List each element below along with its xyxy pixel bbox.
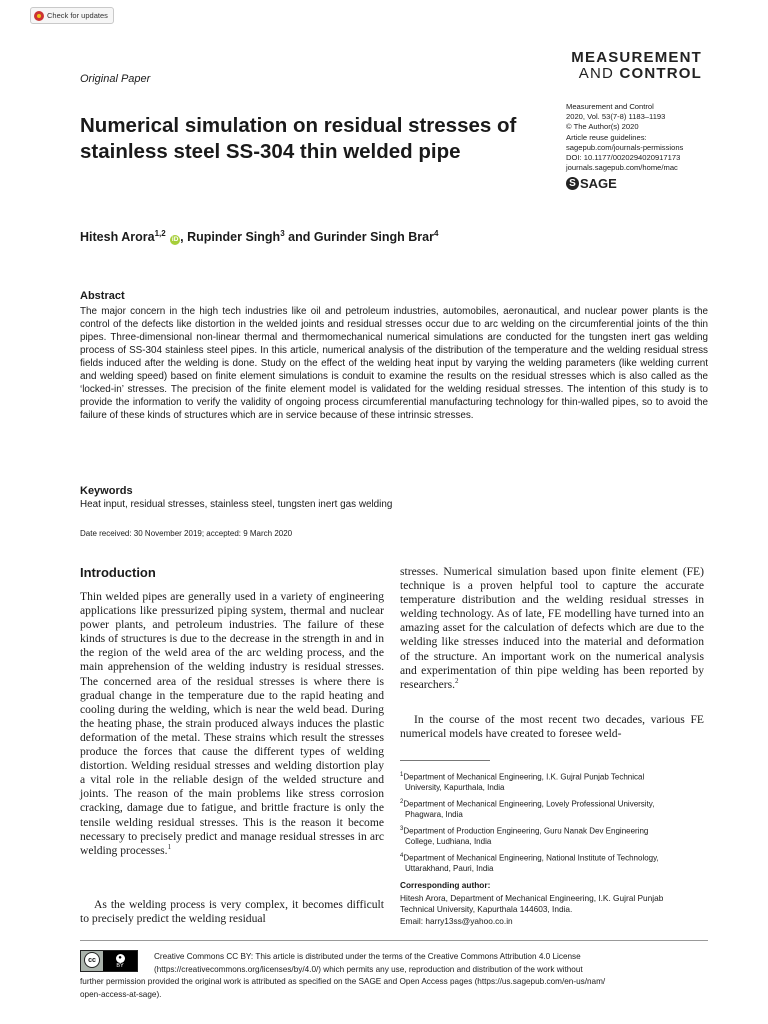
keywords-text: Heat input, residual stresses, stainless steel, tungsten inert gas welding [80,499,393,510]
affiliation-divider [400,760,490,761]
affiliation-line: Department of Mechanical Engineering, Lovely Professional University, [403,799,655,809]
license-line: (https://creativecommons.org/licenses/by/4.0/) which permits any use, reproduction and distribution of the work without [154,964,583,974]
corresponding-author-details [400,893,705,927]
email-label: Email: [400,915,426,926]
sage-logo [566,176,617,191]
sage-s-icon: S [566,177,579,190]
intro-paragraph-2-left: As the welding process is very complex, it becomes difficult to precisely predict the welding residual [80,898,384,926]
license-line: Creative Commons CC BY: This article is distributed under the terms of the Creative Commons Attribution 4.0 License [154,952,581,961]
affiliation-item [400,797,705,821]
intro-paragraph-3: In the course of the most recent two decades, various FE numerical models have created to foresee weld- [400,713,704,741]
intro-paragraph-1 [80,590,384,858]
corresponding-line: Hitesh Arora, Department of Mechanical Engineering, I.K. Gujral Punjab [400,893,664,903]
intro-paragraph-2-right-text: stresses. Numerical simulation based upon finite element (FE) technique is a proven helpful tool to capture the accurate temperature distribution and the welding residual stresses in welding technology. As of late, FE modelling have turned into an amazing asset for the calculation of defects which are due to the welding like stresses induced into the material and deformation of the structure. An important work on the numerical analysis and experimentation of thin pipe welding has been reported by researchers. [400,565,704,691]
journal-logo [560,50,702,82]
corresponding-email-row [400,916,705,927]
abstract-text: The major concern in the high tech industries like oil and petroleum industries, automobiles, aeronautical, and nuclear power plants is the control of the defects like distortion in the welded joints and residual stresses occur due to arc welding on the circumferential joints of the thin pipes. Three-dimensional non-linear thermal and thermomechanical numerical simulations are conducted for the tungsten inert gas welding process of SS-304 stainless steel pipes. In this article, numerical analysis of the distribution of the temperature and the welding residual stress fields induced after the welding is done. Study on the effect of the welding heat input by varying the welding parameters (like welding current and welding speed) based on finite element simulations is conduit to examine the results on the residual stresses which is also called as the ‘locked-in’ stresses. The precision of the finite element model is validated for the welding residual stresses. The intention of this study is to provide the information to verify the validity of ongoing process circumferential manufacturing technology for thin-walled pipes, so to avoid the failure of these kinds of structures which are in service because of these intrinsic stresses. [80,306,708,421]
footer-divider [80,940,708,941]
meta-journal-link[interactable]: journals.sagepub.com/home/mac [566,163,678,173]
meta-reuse-label: Article reuse guidelines: [566,132,647,142]
citation-ref[interactable]: 2 [455,676,459,685]
orcid-icon[interactable]: iD [171,236,179,244]
author-separator: , [180,230,188,245]
author-separator: and [284,230,314,245]
license-line: further permission provided the original work is attributed as specified on the SAGE and Open Access pages (https://us.sagepub.com/en-us/nam/ [80,977,606,987]
affiliation-item [400,770,705,794]
meta-journal: Measurement and Control [566,102,654,111]
affiliation-item [400,851,705,875]
date-received: Date received: 30 November 2019; accepted: 9 March 2020 [80,529,293,538]
corresponding-author-heading: Corresponding author: [400,880,491,890]
author-affiliation-ref: 1,2 [154,229,166,238]
author-name[interactable]: Rupinder Singh [187,230,281,245]
affiliation-line: University, Kapurthala, India [405,783,505,793]
by-label: BY [116,962,124,969]
introduction-heading: Introduction [80,565,156,580]
crossmark-icon [34,11,44,21]
author-affiliation-ref: 3 [280,229,285,238]
journal-logo-and: AND [578,65,615,82]
paper-title: Numerical simulation on residual stresses of stainless steel SS-304 thin welded pipe [80,114,517,163]
cc-icon-label: cc [84,952,100,968]
affiliation-number: 3 [400,825,404,832]
meta-copyright: © The Author(s) 2020 [566,122,639,132]
corresponding-line: Technical University, Kapurthala 144603, India. [400,904,573,915]
affiliation-number: 1 [400,772,404,778]
journal-logo-line1: MEASUREMENT [571,49,702,66]
check-for-updates-label: Check for updates [47,11,108,20]
affiliation-line: Department of Production Engineering, Guru Nanak Dev Engineering [403,826,649,836]
author-name[interactable]: Gurinder Singh Brar [313,230,434,245]
email-link[interactable]: harry13ss@yahoo.co.in [425,915,513,926]
journal-logo-control: CONTROL [619,65,702,82]
citation-ref[interactable]: 1 [167,842,172,851]
intro-paragraph-1-text: Thin welded pipes are generally used in a variety of engineering applications like pressurized piping system, thermal and nuclear power plants, and petroleum industries. The failure of these kinds of structures is due to the decrease in the strength in and in the region of the weld area of the arc welding process, and the main apprehension of the welding industry is residual stresses. The concerned area of the residual stresses is where there is gradual change in the temperature due to the rapid heating and cooling during the welding, which is near the weld bead. During the heating phase, the strain produced always induces the plastic deformation of the metal. These strains which result the stresses produce the forces that cause the different types of welding distortion. Welding residual stresses and welding distortion play a vital role in the reliable design of the welded structure and joints. The reason of the main problems like stress corrosion cracking, damage due to fatigue, and brittle fracture is only the tensile welding residual stresses. This is the reason it become necessary to precisely predict and manage residual stresses in arc welding processes. [80,590,384,857]
person-icon: ● [116,954,125,963]
author-affiliation-ref: 4 [433,229,439,238]
affiliations [400,770,705,877]
keywords-heading: Keywords [80,485,133,497]
affiliation-line: Phagwara, India [405,810,463,820]
sage-logo-text: SAGE [580,176,617,191]
affiliation-line: Uttarakhand, Pauri, India [405,863,494,873]
affiliation-item [400,824,705,848]
author-list [80,229,438,245]
affiliation-number: 4 [400,852,404,859]
journal-logo-line2 [560,66,702,82]
author-name[interactable]: Hitesh Arora [80,230,155,245]
intro-paragraph-2-right [400,565,704,692]
affiliation-line: College, Ludhiana, India [405,836,492,846]
license-text [80,951,708,1001]
meta-permissions-link[interactable]: sagepub.com/journals-permissions [566,142,684,152]
meta-volume: 2020, Vol. 53(7-8) 1183–1193 [566,112,666,122]
affiliation-line: Department of Mechanical Engineering, National Institute of Technology, [403,853,659,863]
check-for-updates-button[interactable] [30,7,114,24]
meta-doi-link[interactable]: DOI: 10.1177/0020294020917173 [566,153,681,163]
affiliation-line: Department of Mechanical Engineering, I.K. Gujral Punjab Technical [403,772,645,782]
paper-type: Original Paper [80,73,151,85]
abstract-heading: Abstract [80,290,125,302]
journal-meta [566,102,716,173]
affiliation-number: 2 [400,798,404,805]
license-line: open-access-at-sage). [80,989,162,999]
